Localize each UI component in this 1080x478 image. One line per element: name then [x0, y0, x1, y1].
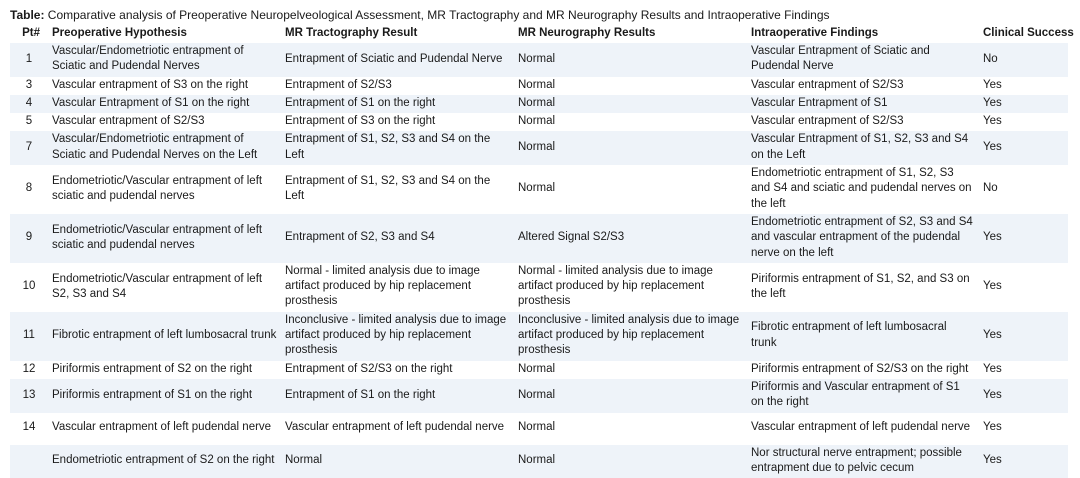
- clinical-success-cell: Yes: [979, 312, 1068, 361]
- table-row: [10, 312, 1068, 361]
- intraoperative-findings-cell: Vascular entrapment of left pudendal nerve: [747, 413, 979, 445]
- caption-label: Table:: [10, 8, 45, 22]
- table-row: [10, 165, 1068, 214]
- header-preoperative-hypothesis: Preoperative Hypothesis: [52, 27, 187, 40]
- patient-number-cell: 4: [10, 95, 48, 113]
- table-row: [10, 445, 1068, 478]
- patient-number-cell: 9: [10, 214, 48, 263]
- preoperative-hypothesis-cell: Endometriotic/Vascular entrapment of left S2, S3 and S4: [48, 263, 281, 312]
- intraoperative-findings-cell: Endometriotic entrapment of S2, S3 and S4 and vascular entrapment of the pudendal nerve on the left: [747, 214, 979, 263]
- table-row: [10, 113, 1068, 131]
- mr-tractography-cell: Entrapment of S1 on the right: [281, 379, 514, 413]
- mr-neurography-cell: Inconclusive - limited analysis due to image artifact produced by hip replacement prosthesis: [514, 312, 747, 361]
- mr-tractography-cell: Entrapment of S1 on the right: [281, 95, 514, 113]
- preoperative-hypothesis-cell: Piriformis entrapment of S2 on the right: [48, 361, 281, 379]
- preoperative-hypothesis-cell: Vascular Entrapment of S1 on the right: [48, 95, 281, 113]
- mr-neurography-cell: Normal: [514, 445, 747, 478]
- preoperative-hypothesis-cell: Endometriotic/Vascular entrapment of left sciatic and pudendal nerves: [48, 165, 281, 214]
- intraoperative-findings-cell: Vascular entrapment of S2/S3: [747, 77, 979, 95]
- patient-number-cell: 13: [10, 379, 48, 413]
- clinical-success-cell: No: [979, 165, 1068, 214]
- preoperative-hypothesis-cell: Endometriotic/Vascular entrapment of left sciatic and pudendal nerves: [48, 214, 281, 263]
- header-mr-neurography: MR Neurography Results: [518, 27, 656, 40]
- intraoperative-findings-cell: Vascular Entrapment of S1, S2, S3 and S4 on the Left: [747, 131, 979, 165]
- patient-number-cell: 11: [10, 312, 48, 361]
- intraoperative-findings-cell: Vascular Entrapment of Sciatic and Pudendal Nerve: [747, 43, 979, 77]
- clinical-success-cell: Yes: [979, 214, 1068, 263]
- preoperative-hypothesis-cell: Endometriotic entrapment of S2 on the right: [48, 445, 281, 478]
- clinical-success-cell: Yes: [979, 113, 1068, 131]
- table-row: [10, 95, 1068, 113]
- mr-neurography-cell: Normal: [514, 43, 747, 77]
- caption-text: Comparative analysis of Preoperative Neuropelveological Assessment, MR Tractography and MR Neurography Results and Intraoperative Findings: [44, 8, 830, 22]
- patient-number-cell: 14: [10, 413, 48, 445]
- mr-neurography-cell: Normal - limited analysis due to image artifact produced by hip replacement prosthesis: [514, 263, 747, 312]
- mr-tractography-cell: Inconclusive - limited analysis due to image artifact produced by hip replacement prosthesis: [281, 312, 514, 361]
- intraoperative-findings-cell: Piriformis entrapment of S1, S2, and S3 on the left: [747, 263, 979, 312]
- clinical-success-cell: Yes: [979, 77, 1068, 95]
- table-body: [10, 43, 1068, 478]
- table-caption: [10, 8, 1070, 23]
- header-patient-number: Pt#: [22, 27, 40, 40]
- comparison-table: [10, 25, 1074, 478]
- preoperative-hypothesis-cell: Piriformis entrapment of S1 on the right: [48, 379, 281, 413]
- mr-neurography-cell: Normal: [514, 95, 747, 113]
- mr-neurography-cell: Altered Signal S2/S3: [514, 214, 747, 263]
- table-row: [10, 43, 1068, 77]
- intraoperative-findings-cell: Piriformis entrapment of S2/S3 on the right: [747, 361, 979, 379]
- table-row: [10, 214, 1068, 263]
- clinical-success-cell: Yes: [979, 131, 1068, 165]
- clinical-success-cell: Yes: [979, 361, 1068, 379]
- table-row: [10, 77, 1068, 95]
- header-intraoperative-findings: Intraoperative Findings: [751, 27, 879, 40]
- mr-tractography-cell: Entrapment of S2/S3 on the right: [281, 361, 514, 379]
- preoperative-hypothesis-cell: Vascular entrapment of left pudendal nerve: [48, 413, 281, 445]
- mr-neurography-cell: Normal: [514, 361, 747, 379]
- table-row: [10, 263, 1068, 312]
- mr-tractography-cell: Entrapment of Sciatic and Pudendal Nerve: [281, 43, 514, 77]
- mr-tractography-cell: Entrapment of S1, S2, S3 and S4 on the Left: [281, 165, 514, 214]
- clinical-success-cell: No: [979, 43, 1068, 77]
- mr-neurography-cell: Normal: [514, 379, 747, 413]
- patient-number-cell: 5: [10, 113, 48, 131]
- mr-tractography-cell: Normal: [281, 445, 514, 478]
- preoperative-hypothesis-cell: Fibrotic entrapment of left lumbosacral trunk: [48, 312, 281, 361]
- mr-tractography-cell: Normal - limited analysis due to image artifact produced by hip replacement prosthesis: [281, 263, 514, 312]
- mr-tractography-cell: Entrapment of S2/S3: [281, 77, 514, 95]
- mr-neurography-cell: Normal: [514, 413, 747, 445]
- patient-number-cell: 10: [10, 263, 48, 312]
- table-row: [10, 361, 1068, 379]
- table-row: [10, 413, 1068, 445]
- clinical-success-cell: Yes: [979, 379, 1068, 413]
- intraoperative-findings-cell: Vascular Entrapment of S1: [747, 95, 979, 113]
- patient-number-cell: 8: [10, 165, 48, 214]
- intraoperative-findings-cell: Nor structural nerve entrapment; possible entrapment due to pelvic cecum: [747, 445, 979, 478]
- mr-neurography-cell: Normal: [514, 77, 747, 95]
- table-row: [10, 131, 1068, 165]
- patient-number-cell: 3: [10, 77, 48, 95]
- header-row: [10, 25, 1068, 43]
- mr-neurography-cell: Normal: [514, 131, 747, 165]
- preoperative-hypothesis-cell: Vascular/Endometriotic entrapment of Sciatic and Pudendal Nerves: [48, 43, 281, 77]
- mr-tractography-cell: Entrapment of S1, S2, S3 and S4 on the Left: [281, 131, 514, 165]
- clinical-success-cell: Yes: [979, 95, 1068, 113]
- mr-tractography-cell: Vascular entrapment of left pudendal nerve: [281, 413, 514, 445]
- header-clinical-success: Clinical Success: [983, 27, 1074, 40]
- table-header: [10, 25, 1074, 43]
- mr-neurography-cell: Normal: [514, 165, 747, 214]
- table-row: [10, 379, 1068, 413]
- preoperative-hypothesis-cell: Vascular/Endometriotic entrapment of Sciatic and Pudendal Nerves on the Left: [48, 131, 281, 165]
- mr-neurography-cell: Normal: [514, 113, 747, 131]
- clinical-success-cell: Yes: [979, 445, 1068, 478]
- patient-number-cell: [10, 445, 48, 478]
- patient-number-cell: 7: [10, 131, 48, 165]
- preoperative-hypothesis-cell: Vascular entrapment of S3 on the right: [48, 77, 281, 95]
- header-mr-tractography: MR Tractography Result: [285, 27, 418, 40]
- clinical-success-cell: Yes: [979, 413, 1068, 445]
- patient-number-cell: 12: [10, 361, 48, 379]
- preoperative-hypothesis-cell: Vascular entrapment of S2/S3: [48, 113, 281, 131]
- intraoperative-findings-cell: Vascular entrapment of S2/S3: [747, 113, 979, 131]
- patient-number-cell: 1: [10, 43, 48, 77]
- mr-tractography-cell: Entrapment of S3 on the right: [281, 113, 514, 131]
- intraoperative-findings-cell: Endometriotic entrapment of S1, S2, S3 and S4 and sciatic and pudendal nerves on the left: [747, 165, 979, 214]
- clinical-success-cell: Yes: [979, 263, 1068, 312]
- intraoperative-findings-cell: Piriformis and Vascular entrapment of S1 on the right: [747, 379, 979, 413]
- mr-tractography-cell: Entrapment of S2, S3 and S4: [281, 214, 514, 263]
- intraoperative-findings-cell: Fibrotic entrapment of left lumbosacral trunk: [747, 312, 979, 361]
